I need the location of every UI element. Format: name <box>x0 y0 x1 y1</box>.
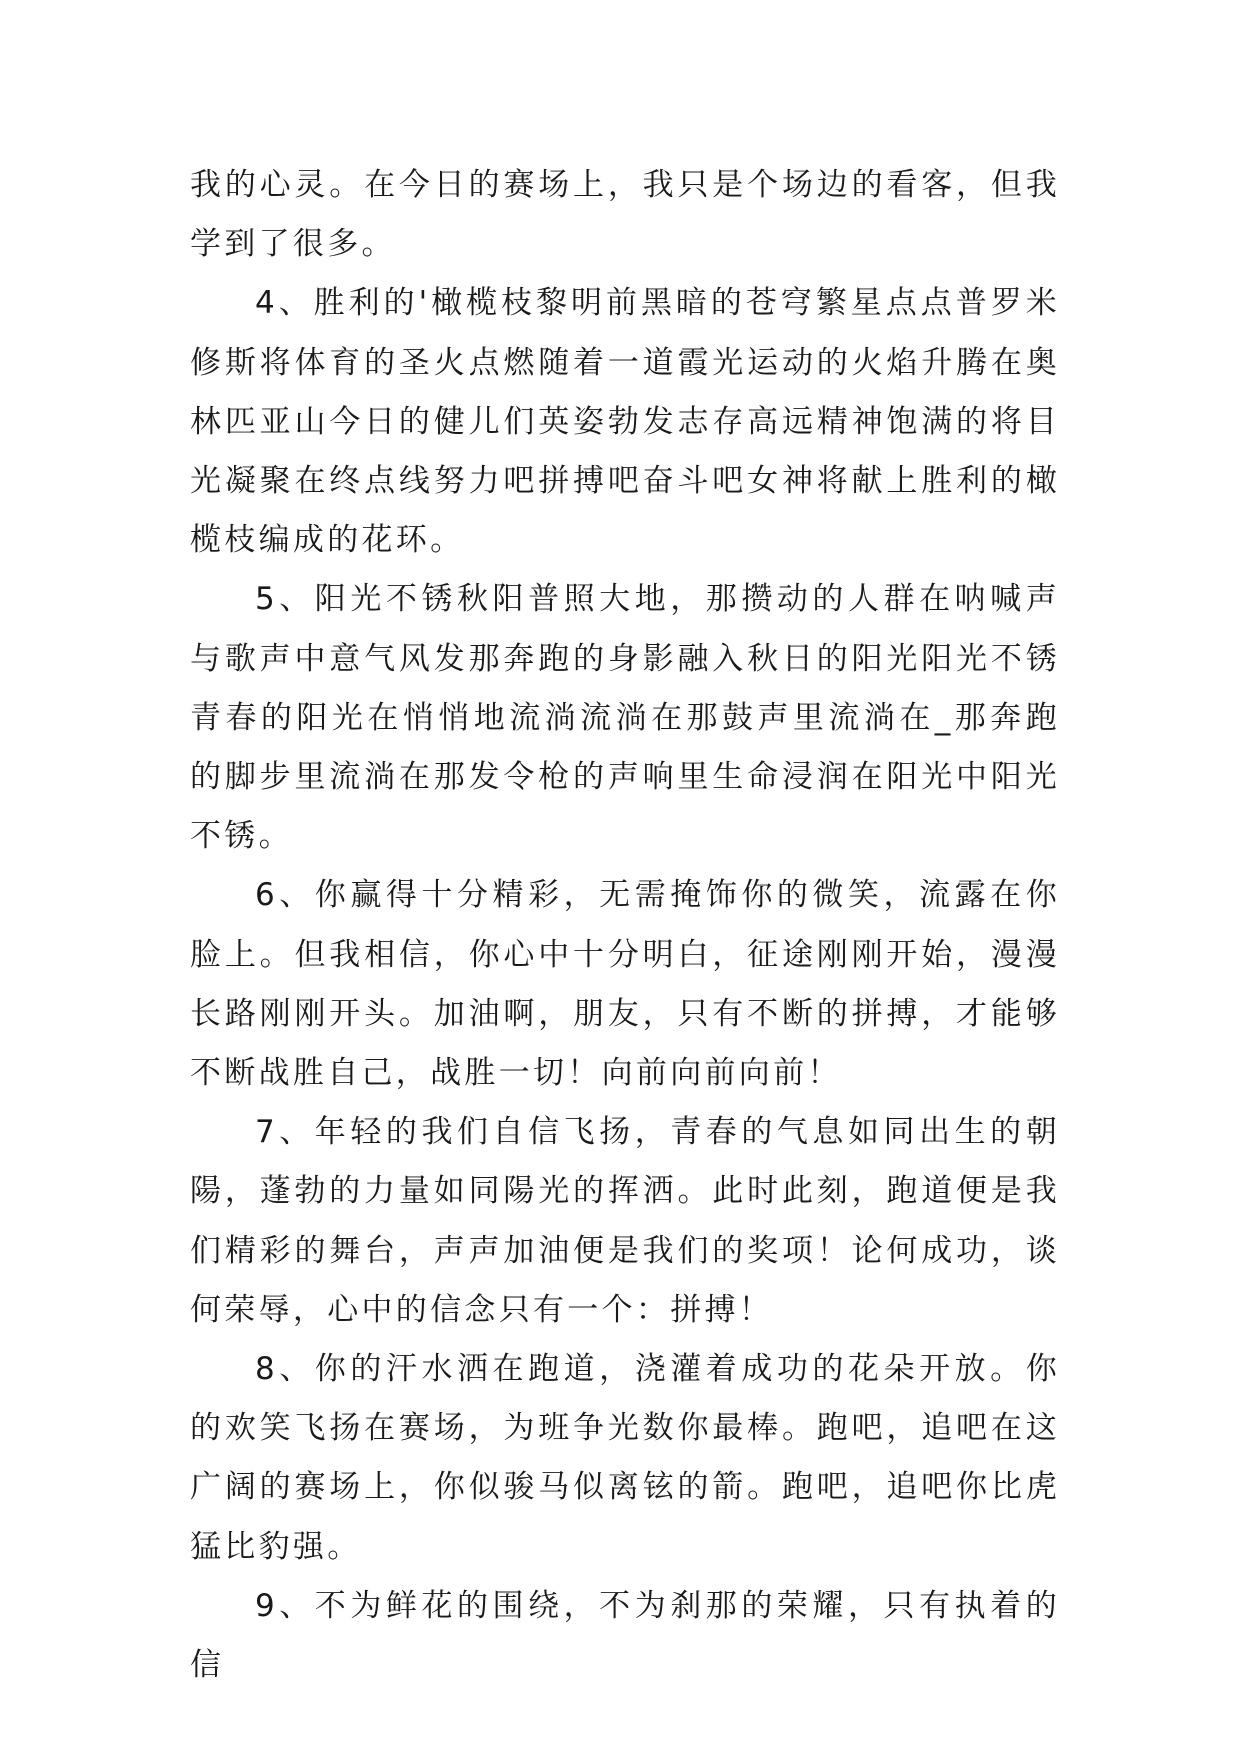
paragraph-5: 5、阳光不锈秋阳普照大地，那攒动的人群在呐喊声与歌声中意气风发那奔跑的身影融入秋日的阳光阳光不锈青春的阳光在悄悄地流淌流淌在那鼓声里流淌在_那奔跑的脚步里流淌在那发令枪的声响里生命浸润在阳光中阳光不锈。 <box>190 581 1060 855</box>
paragraph-4: 4、胜利的'橄榄枝黎明前黑暗的苍穹繁星点点普罗米修斯将体育的圣火点燃随着一道霞光运动的火焰升腾在奥林匹亚山今日的健儿们英姿勃发志存高远精神饱满的将目光凝聚在终点线努力吧拼搏吧奋斗吧女神将献上胜利的橄榄枝编成的花环。 <box>190 285 1060 559</box>
paragraph-continuation: 我的心灵。在今日的赛场上，我只是个场边的看客，但我学到了很多。 <box>190 167 1060 263</box>
paragraph-9: 9、不为鲜花的围绕，不为刹那的荣耀，只有执着的信 <box>190 1587 1060 1684</box>
paragraph-7: 7、年轻的我们自信飞扬，青春的气息如同出生的朝陽，蓬勃的力量如同陽光的挥洒。此时此刻，跑道便是我们精彩的舞台，声声加油便是我们的奖项！论何成功，谈何荣辱，心中的信念只有一个：拼搏！ <box>190 1114 1060 1328</box>
document-body <box>190 156 1060 1695</box>
paragraph-6: 6、你赢得十分精彩，无需掩饰你的微笑，流露在你脸上。但我相信，你心中十分明白，征途刚刚开始，漫漫长路刚刚开头。加油啊，朋友，只有不断的拼搏，才能够不断战胜自己，战胜一切！向前向前向前！ <box>190 877 1060 1092</box>
paragraph-8: 8、你的汗水洒在跑道，浇灌着成功的花朵开放。你的欢笑飞扬在赛场，为班争光数你最棒。跑吧，追吧在这广阔的赛场上，你似骏马似离铉的箭。跑吧，追吧你比虎猛比豹强。 <box>190 1351 1060 1565</box>
